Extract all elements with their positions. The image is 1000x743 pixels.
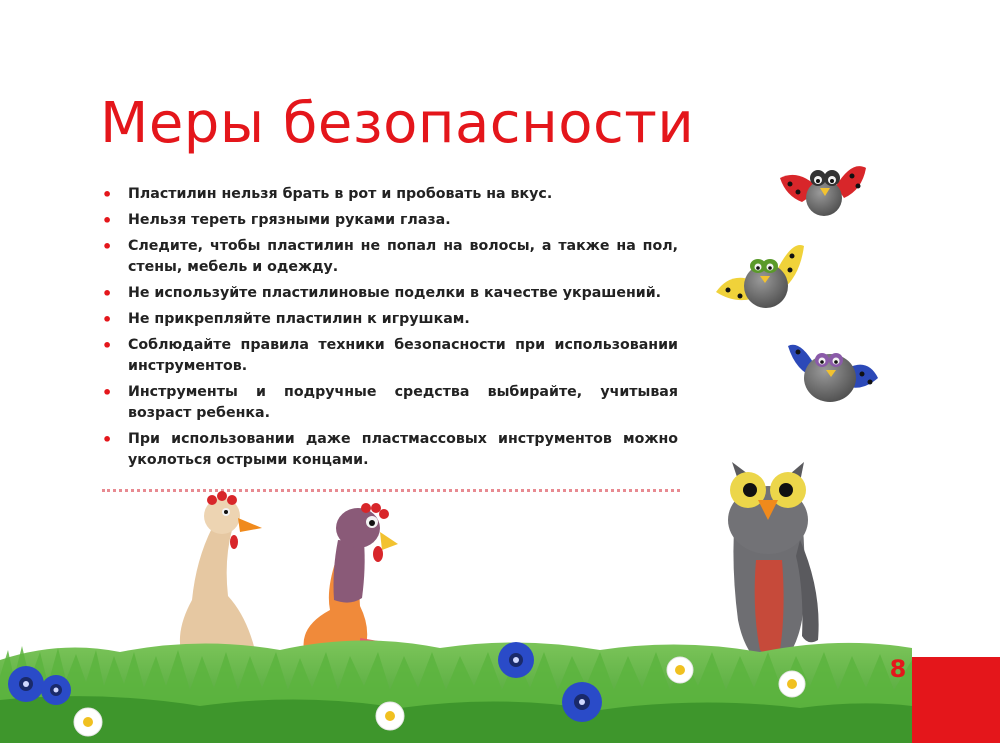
rule-text: Не прикрепляйте пластилин к игрушкам.: [128, 311, 470, 327]
bat-red-wings-icon: [780, 166, 866, 216]
rule-text: Пластилин нельзя брать в рот и пробовать на вкус.: [128, 186, 553, 202]
rule-text: Не используйте пластилиновые поделки в качестве украшений.: [128, 285, 662, 301]
bullet-icon: •: [102, 310, 113, 329]
page-title: Меры безопасности: [100, 91, 695, 156]
bullet-icon: •: [102, 237, 113, 256]
rule-text: Соблюдайте правила техники безопасности при использовании инструментов.: [128, 337, 678, 374]
bullet-icon: •: [102, 284, 113, 303]
bullet-icon: •: [102, 383, 113, 402]
grass-meadow-icon: [0, 640, 912, 743]
bullet-icon: •: [102, 336, 113, 355]
page-corner-tab: [912, 657, 1000, 743]
rule-text: Инструменты и подручные средства выбирайте, учитывая возраст ребенка.: [128, 384, 678, 421]
chicken-purple-icon: [304, 503, 420, 660]
bullet-icon: •: [102, 185, 113, 204]
bullet-icon: •: [102, 430, 113, 449]
bat-yellow-wings-icon: [716, 245, 804, 308]
bat-blue-wings-icon: [788, 345, 878, 402]
rule-text: Следите, чтобы пластилин не попал на волосы, а также на пол, стены, мебель и одежду.: [128, 238, 678, 275]
rule-text: При использовании даже пластмассовых инструментов можно уколоться острыми концами.: [128, 431, 678, 468]
rule-text: Нельзя тереть грязными руками глаза.: [128, 212, 451, 228]
owl-icon: [728, 462, 819, 676]
bullet-icon: •: [102, 211, 113, 230]
page-number: 8: [889, 655, 907, 683]
